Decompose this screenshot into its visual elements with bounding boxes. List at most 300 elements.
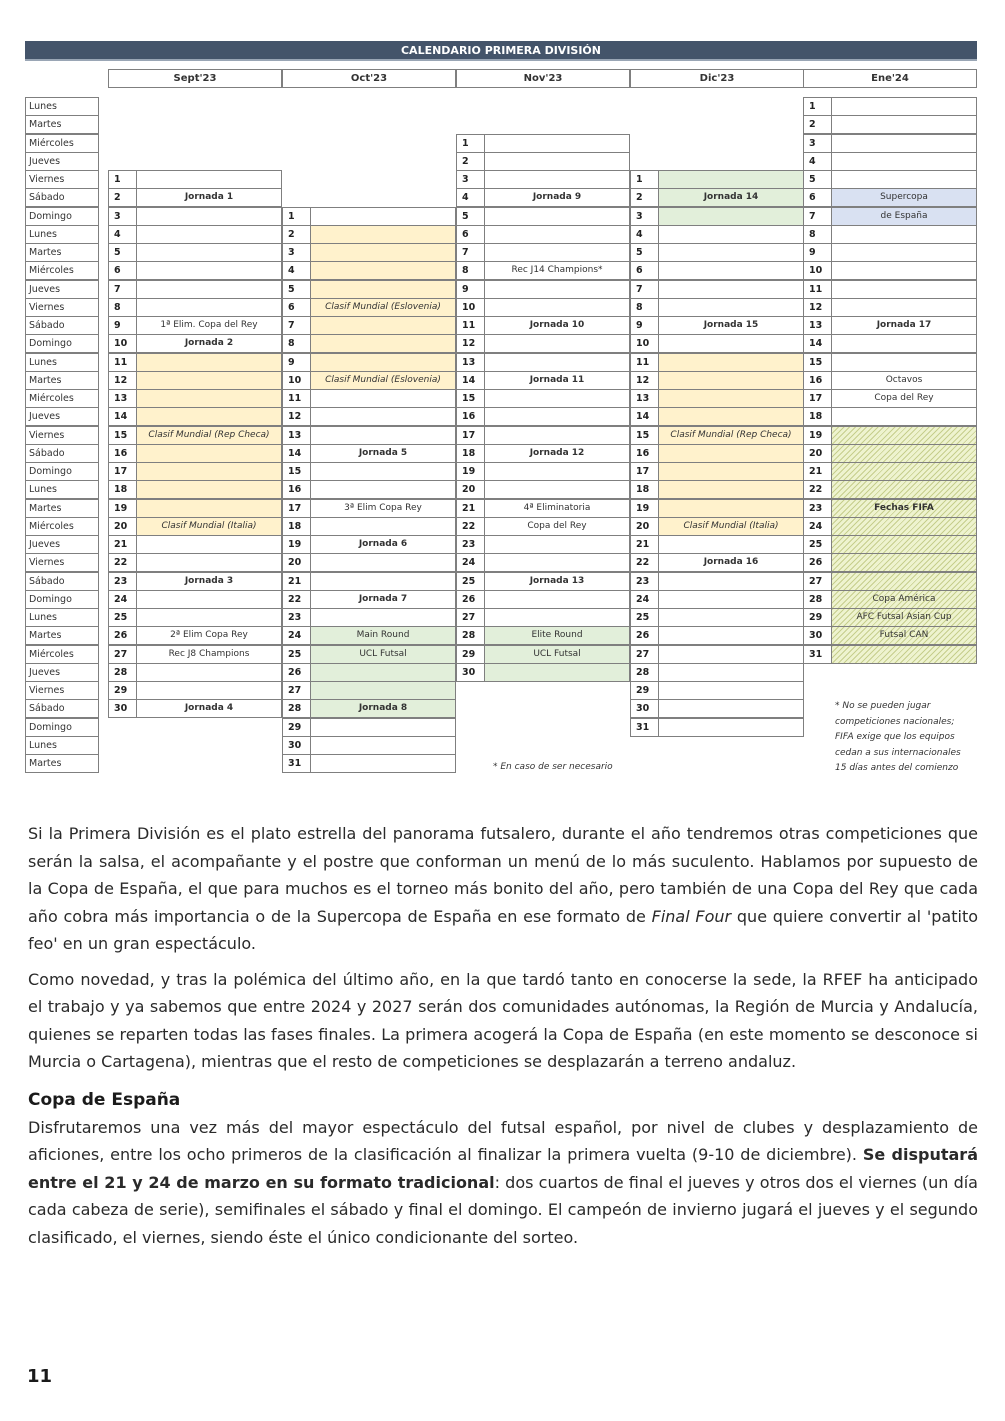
- weekday-label: Lunes: [25, 97, 99, 116]
- day-event: [310, 207, 456, 226]
- day-event: [658, 590, 804, 609]
- day-number: 25: [803, 535, 832, 554]
- day-event: [658, 462, 804, 481]
- day-event: Clasif Mundial (Eslovenia): [310, 298, 456, 317]
- day-event: [136, 280, 282, 299]
- day-event: [831, 97, 977, 116]
- footnote-line: competiciones nacionales;: [835, 716, 955, 727]
- day-number: 11: [456, 316, 485, 335]
- day-event: UCL Futsal: [484, 645, 630, 664]
- day-number: 30: [456, 663, 485, 682]
- day-event: [658, 243, 804, 262]
- day-event: [484, 553, 630, 572]
- day-number: 30: [108, 699, 137, 718]
- day-event: [484, 608, 630, 627]
- day-number: 31: [630, 718, 659, 737]
- day-event: [658, 681, 804, 700]
- day-number: 13: [630, 389, 659, 408]
- day-number: 8: [282, 334, 311, 353]
- day-number: 29: [630, 681, 659, 700]
- day-number: 21: [456, 499, 485, 518]
- day-event: [658, 280, 804, 299]
- day-number: 8: [108, 298, 137, 317]
- day-number: 23: [803, 499, 832, 518]
- day-number: 4: [803, 152, 832, 171]
- day-event: [658, 371, 804, 390]
- p3-bold: Se disputará entre el 21 y 24 de marzo en su formato tradicional: [28, 1145, 978, 1192]
- day-number: 22: [456, 517, 485, 536]
- day-number: 16: [803, 371, 832, 390]
- day-number: 7: [456, 243, 485, 262]
- month-header: Ene'24: [803, 69, 977, 88]
- day-number: 6: [108, 261, 137, 280]
- day-event: [136, 298, 282, 317]
- day-event: Jornada 3: [136, 572, 282, 591]
- day-event: 4ª Eliminatoria: [484, 499, 630, 518]
- weekday-label: Sábado: [25, 699, 99, 718]
- weekday-label: Viernes: [25, 170, 99, 189]
- day-number: 18: [630, 480, 659, 499]
- weekday-label: Sábado: [25, 188, 99, 207]
- day-event: [658, 389, 804, 408]
- day-number: 16: [630, 444, 659, 463]
- day-event: [136, 480, 282, 499]
- day-event: de España: [831, 207, 977, 226]
- day-number: 5: [630, 243, 659, 262]
- weekday-label: Viernes: [25, 681, 99, 700]
- day-event: Jornada 12: [484, 444, 630, 463]
- day-event: Clasif Mundial (Italia): [658, 517, 804, 536]
- day-number: 22: [803, 480, 832, 499]
- weekday-label: Jueves: [25, 407, 99, 426]
- day-number: 24: [282, 626, 311, 645]
- day-event: [136, 371, 282, 390]
- day-event: [136, 225, 282, 244]
- day-event: [310, 736, 456, 755]
- day-event: Jornada 6: [310, 535, 456, 554]
- p1-italic: Final Four: [651, 906, 732, 926]
- day-number: 28: [108, 663, 137, 682]
- day-number: 18: [282, 517, 311, 536]
- section-heading: Copa de España: [28, 1089, 181, 1110]
- day-event: Jornada 5: [310, 444, 456, 463]
- day-event: [484, 590, 630, 609]
- day-event: [484, 462, 630, 481]
- day-number: 26: [630, 626, 659, 645]
- weekday-label: Domingo: [25, 590, 99, 609]
- day-event: Copa del Rey: [831, 389, 977, 408]
- weekday-label: Jueves: [25, 535, 99, 554]
- day-number: 21: [282, 572, 311, 591]
- day-event: [831, 645, 977, 664]
- day-event: [136, 681, 282, 700]
- day-number: 26: [108, 626, 137, 645]
- day-event: [831, 535, 977, 554]
- day-number: 24: [108, 590, 137, 609]
- day-number: 22: [108, 553, 137, 572]
- day-event: [484, 480, 630, 499]
- day-event: [484, 225, 630, 244]
- day-number: 5: [282, 280, 311, 299]
- day-number: 9: [630, 316, 659, 335]
- day-number: 21: [108, 535, 137, 554]
- day-number: 1: [456, 134, 485, 153]
- day-event: [310, 261, 456, 280]
- footnote-line: cedan a sus internacionales: [835, 747, 961, 758]
- day-event: [310, 754, 456, 773]
- day-number: 25: [630, 608, 659, 627]
- day-number: 13: [456, 353, 485, 372]
- day-number: 2: [456, 152, 485, 171]
- day-event: [831, 280, 977, 299]
- day-number: 2: [108, 188, 137, 207]
- weekday-label: Viernes: [25, 426, 99, 445]
- weekday-label: Jueves: [25, 152, 99, 171]
- day-number: 26: [803, 553, 832, 572]
- day-number: 11: [282, 389, 311, 408]
- day-event: [484, 170, 630, 189]
- day-number: 12: [456, 334, 485, 353]
- day-event: [310, 517, 456, 536]
- day-number: 10: [803, 261, 832, 280]
- day-event: [136, 444, 282, 463]
- day-number: 9: [456, 280, 485, 299]
- day-event: [658, 407, 804, 426]
- month-header: Nov'23: [456, 69, 630, 88]
- day-number: 18: [108, 480, 137, 499]
- day-event: [310, 462, 456, 481]
- weekday-label: Viernes: [25, 553, 99, 572]
- day-number: 23: [456, 535, 485, 554]
- day-number: 14: [282, 444, 311, 463]
- month-header: Oct'23: [282, 69, 456, 88]
- day-event: [484, 426, 630, 445]
- day-number: 7: [282, 316, 311, 335]
- day-event: Clasif Mundial (Italia): [136, 517, 282, 536]
- day-number: 18: [456, 444, 485, 463]
- day-number: 16: [108, 444, 137, 463]
- day-number: 25: [282, 645, 311, 664]
- day-number: 4: [630, 225, 659, 244]
- weekday-label: Domingo: [25, 462, 99, 481]
- day-number: 16: [282, 480, 311, 499]
- day-number: 27: [803, 572, 832, 591]
- p1-text: Si la Primera División es el plato estrella del panorama futsalero, durante el año tendremos otras competiciones que serán la salsa, el acompañante y el postre que conforman un menú de lo más suculento. Hablamos por supuesto de la Copa de España, el que para muchos es el torneo más bonito del año, pero también de una Copa del Rey que cada año cobra más importancia o de la Supercopa de España en ese formato de: [28, 824, 978, 926]
- day-number: 26: [282, 663, 311, 682]
- day-event: [310, 663, 456, 682]
- day-number: 19: [108, 499, 137, 518]
- day-number: 21: [630, 535, 659, 554]
- day-event: [831, 170, 977, 189]
- day-event: [658, 298, 804, 317]
- day-number: 27: [456, 608, 485, 627]
- day-event: [310, 407, 456, 426]
- day-number: 14: [803, 334, 832, 353]
- day-event: [136, 243, 282, 262]
- day-event: [310, 718, 456, 737]
- weekday-label: Lunes: [25, 736, 99, 755]
- day-number: 8: [803, 225, 832, 244]
- day-event: [658, 663, 804, 682]
- day-event: [484, 298, 630, 317]
- day-number: 23: [630, 572, 659, 591]
- day-number: 30: [803, 626, 832, 645]
- day-number: 21: [803, 462, 832, 481]
- day-number: 3: [456, 170, 485, 189]
- day-number: 3: [108, 207, 137, 226]
- day-event: [831, 334, 977, 353]
- day-event: [310, 681, 456, 700]
- day-number: 10: [282, 371, 311, 390]
- weekday-label: Martes: [25, 115, 99, 134]
- day-number: 5: [108, 243, 137, 262]
- day-number: 31: [282, 754, 311, 773]
- day-number: 14: [108, 407, 137, 426]
- day-number: 5: [456, 207, 485, 226]
- weekday-label: Jueves: [25, 280, 99, 299]
- day-number: 29: [803, 608, 832, 627]
- day-number: 11: [630, 353, 659, 372]
- day-event: [484, 152, 630, 171]
- day-number: 10: [630, 334, 659, 353]
- day-event: [658, 499, 804, 518]
- day-number: 24: [456, 553, 485, 572]
- day-number: 28: [630, 663, 659, 682]
- day-number: 22: [630, 553, 659, 572]
- weekday-label: Martes: [25, 499, 99, 518]
- day-event: [658, 608, 804, 627]
- weekday-label: Miércoles: [25, 517, 99, 536]
- day-number: 11: [803, 280, 832, 299]
- p3-text: Disfrutaremos una vez más del mayor espectáculo del futsal español, por nivel de clubes y desplazamiento de aficiones, entre los ocho primeros de la clasificación al finalizar la primera vuelta (9-10 de diciembre).: [28, 1117, 978, 1164]
- day-number: 7: [803, 207, 832, 226]
- day-number: 22: [282, 590, 311, 609]
- weekday-label: Lunes: [25, 225, 99, 244]
- day-number: 12: [803, 298, 832, 317]
- day-number: 30: [630, 699, 659, 718]
- day-number: 23: [108, 572, 137, 591]
- day-number: 3: [803, 134, 832, 153]
- day-event: [658, 225, 804, 244]
- day-event: [310, 426, 456, 445]
- day-event: Futsal CAN: [831, 626, 977, 645]
- day-event: [831, 572, 977, 591]
- article-paragraph-1: [28, 820, 978, 958]
- day-number: 15: [108, 426, 137, 445]
- day-number: 16: [456, 407, 485, 426]
- day-event: [484, 407, 630, 426]
- day-event: [136, 170, 282, 189]
- day-event: [831, 152, 977, 171]
- weekday-label: Miércoles: [25, 389, 99, 408]
- p1-text-end: que quiere convertir al 'patito feo' en un gran espectáculo.: [28, 906, 979, 953]
- day-number: 9: [108, 316, 137, 335]
- weekday-label: Sábado: [25, 572, 99, 591]
- day-event: [136, 261, 282, 280]
- day-event: Main Round: [310, 626, 456, 645]
- footnote-nov: * En caso de ser necesario: [493, 762, 613, 772]
- day-number: 9: [803, 243, 832, 262]
- day-number: 8: [630, 298, 659, 317]
- weekday-label: Martes: [25, 243, 99, 262]
- day-event: Jornada 14: [658, 188, 804, 207]
- day-number: 28: [282, 699, 311, 718]
- article-body: [28, 820, 978, 1259]
- weekday-label: Sábado: [25, 444, 99, 463]
- day-number: 14: [630, 407, 659, 426]
- day-number: 6: [803, 188, 832, 207]
- day-number: 24: [630, 590, 659, 609]
- day-event: [831, 553, 977, 572]
- day-number: 14: [456, 371, 485, 390]
- day-event: [658, 626, 804, 645]
- day-number: 29: [108, 681, 137, 700]
- day-number: 15: [282, 462, 311, 481]
- day-event: [658, 353, 804, 372]
- day-event: [658, 207, 804, 226]
- day-number: 10: [108, 334, 137, 353]
- day-event: [831, 462, 977, 481]
- day-event: [136, 407, 282, 426]
- page-number: 11: [27, 1366, 53, 1387]
- day-number: 20: [803, 444, 832, 463]
- day-number: 5: [803, 170, 832, 189]
- day-event: [310, 280, 456, 299]
- day-number: 20: [108, 517, 137, 536]
- day-number: 6: [630, 261, 659, 280]
- day-number: 10: [456, 298, 485, 317]
- day-event: UCL Futsal: [310, 645, 456, 664]
- weekday-label: Domingo: [25, 718, 99, 737]
- day-number: 17: [630, 462, 659, 481]
- day-number: 13: [108, 389, 137, 408]
- day-number: 12: [630, 371, 659, 390]
- day-event: [658, 535, 804, 554]
- day-event: [831, 298, 977, 317]
- day-event: Jornada 16: [658, 553, 804, 572]
- day-number: 31: [803, 645, 832, 664]
- weekday-label: Martes: [25, 371, 99, 390]
- weekday-label: Miércoles: [25, 134, 99, 153]
- day-number: 3: [282, 243, 311, 262]
- day-event: Jornada 15: [658, 316, 804, 335]
- article-paragraph-2: Como novedad, y tras la polémica del último año, en la que tardó tanto en conocerse la sede, la RFEF ha anticipado el trabajo y ya sabemos que entre 2024 y 2027 serán dos comunidades autónomas, la Región de Murcia y Andalucía, quienes se reparten todas las fases finales. La primera acogerá la Copa de España (en este momento se desconoce si Murcia o Cartagena), mientras que el resto de competiciones se desplazarán a terreno andaluz.: [28, 969, 978, 1071]
- day-event: Jornada 10: [484, 316, 630, 335]
- day-event: Rec J8 Champions: [136, 645, 282, 664]
- day-event: [831, 444, 977, 463]
- day-event: Octavos: [831, 371, 977, 390]
- day-number: 1: [282, 207, 311, 226]
- day-number: 27: [630, 645, 659, 664]
- day-event: AFC Futsal Asian Cup: [831, 608, 977, 627]
- day-number: 23: [282, 608, 311, 627]
- day-number: 19: [630, 499, 659, 518]
- footnote-line: 15 días antes del comienzo: [835, 763, 959, 773]
- day-event: Jornada 1: [136, 188, 282, 207]
- day-event: [484, 134, 630, 153]
- day-event: Jornada 17: [831, 316, 977, 335]
- day-event: [310, 389, 456, 408]
- day-number: 7: [630, 280, 659, 299]
- day-number: 19: [803, 426, 832, 445]
- day-event: [136, 663, 282, 682]
- day-number: 12: [282, 407, 311, 426]
- day-number: 7: [108, 280, 137, 299]
- day-event: 1ª Elim. Copa del Rey: [136, 316, 282, 335]
- day-number: 4: [282, 261, 311, 280]
- day-event: [831, 243, 977, 262]
- day-number: 29: [456, 645, 485, 664]
- day-number: 6: [456, 225, 485, 244]
- day-event: [658, 444, 804, 463]
- weekday-label: Lunes: [25, 480, 99, 499]
- day-number: 26: [456, 590, 485, 609]
- day-event: Rec J14 Champions*: [484, 261, 630, 280]
- weekday-label: Domingo: [25, 207, 99, 226]
- weekday-label: Lunes: [25, 608, 99, 627]
- day-number: 28: [803, 590, 832, 609]
- day-event: [310, 334, 456, 353]
- day-number: 19: [456, 462, 485, 481]
- day-event: Jornada 13: [484, 572, 630, 591]
- day-event: [136, 462, 282, 481]
- day-number: 24: [803, 517, 832, 536]
- day-number: 15: [456, 389, 485, 408]
- day-event: Jornada 8: [310, 699, 456, 718]
- day-event: Jornada 4: [136, 699, 282, 718]
- day-event: [831, 261, 977, 280]
- day-event: 2ª Elim Copa Rey: [136, 626, 282, 645]
- day-event: Copa América: [831, 590, 977, 609]
- day-number: 1: [108, 170, 137, 189]
- day-event: [310, 553, 456, 572]
- day-event: Elite Round: [484, 626, 630, 645]
- day-number: 20: [456, 480, 485, 499]
- month-header: Sept'23: [108, 69, 282, 88]
- day-number: 25: [108, 608, 137, 627]
- day-event: [136, 389, 282, 408]
- day-event: [831, 426, 977, 445]
- day-event: [310, 243, 456, 262]
- day-event: Supercopa: [831, 188, 977, 207]
- day-number: 17: [108, 462, 137, 481]
- day-number: 25: [456, 572, 485, 591]
- day-event: [310, 608, 456, 627]
- day-number: 1: [630, 170, 659, 189]
- day-number: 15: [803, 353, 832, 372]
- day-event: [310, 480, 456, 499]
- day-event: [484, 535, 630, 554]
- day-event: [658, 170, 804, 189]
- day-number: 15: [630, 426, 659, 445]
- day-number: 8: [456, 261, 485, 280]
- day-event: [136, 207, 282, 226]
- weekday-label: Jueves: [25, 663, 99, 682]
- weekday-label: Lunes: [25, 353, 99, 372]
- day-event: [658, 480, 804, 499]
- day-event: Jornada 9: [484, 188, 630, 207]
- weekday-label: Martes: [25, 626, 99, 645]
- day-event: [484, 389, 630, 408]
- day-number: 1: [803, 97, 832, 116]
- day-event: Jornada 11: [484, 371, 630, 390]
- weekday-label: Miércoles: [25, 261, 99, 280]
- month-header: Dic'23: [630, 69, 804, 88]
- day-number: 2: [282, 225, 311, 244]
- day-number: 11: [108, 353, 137, 372]
- day-event: [831, 134, 977, 153]
- day-number: 20: [282, 553, 311, 572]
